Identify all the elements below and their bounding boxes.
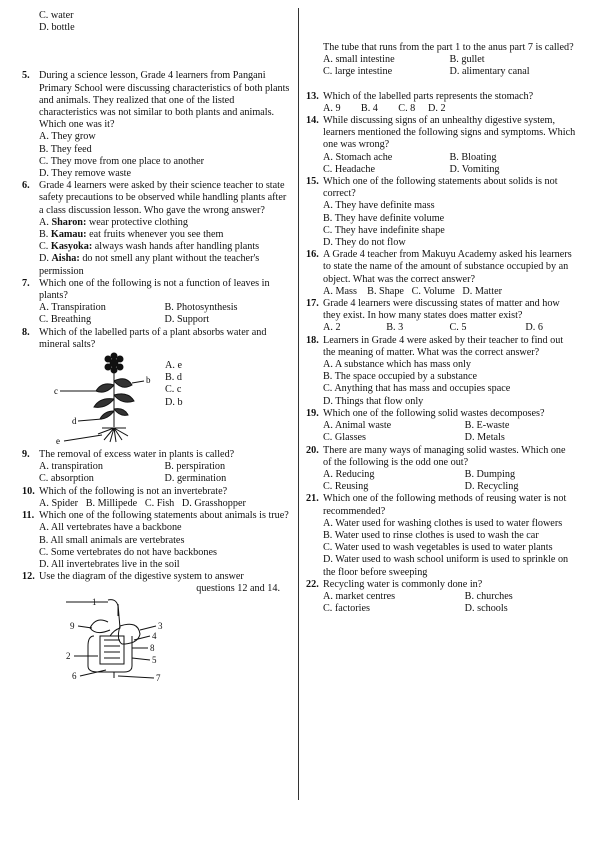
question-21 <box>306 493 576 517</box>
question-number: 17. <box>306 298 319 310</box>
learner-name: Sharon: <box>51 216 87 228</box>
option[interactable]: D. schools <box>464 603 508 615</box>
option-line[interactable]: A. 9 B. 4 C. 8 D. 2 <box>323 102 446 114</box>
option-line[interactable]: A. Spider B. Millipede C. Fish D. Grasshopper <box>39 497 246 509</box>
option[interactable]: D. They do not flow <box>323 237 406 249</box>
question-14 <box>306 115 576 152</box>
option[interactable]: B. 3 <box>386 322 404 334</box>
question-number: 14. <box>306 115 319 127</box>
option[interactable]: C. water <box>39 10 74 21</box>
question-number: 6. <box>22 180 30 192</box>
option[interactable]: C. Anything that has mass and occupies space <box>323 383 511 395</box>
question-number: 8. <box>22 326 30 338</box>
option[interactable]: A. They grow <box>39 131 96 143</box>
question-number: 16. <box>306 249 319 261</box>
question-22 <box>306 579 576 591</box>
option[interactable]: B. They have definite volume <box>323 212 445 224</box>
question-16 <box>306 249 576 286</box>
option[interactable]: D. germination <box>164 473 227 485</box>
option[interactable]: B. E-waste <box>464 420 510 432</box>
question-text: Which one of the following methods of reusing water is not recommended? <box>323 493 567 517</box>
question-11 <box>22 510 290 522</box>
question-text: Which one of the following is not a function of leaves in plants? <box>39 277 270 302</box>
option[interactable]: D. alimentary canal <box>449 66 530 78</box>
learner-name: Kasyoka: <box>50 241 93 253</box>
option[interactable]: D. Water used to wash school uniform is used to sprinkle on the floor before sweeping <box>323 554 569 578</box>
option-text: always wash hands after handling plants <box>92 241 260 253</box>
label-e: e <box>56 436 60 447</box>
question-number: 11. <box>22 510 35 522</box>
question-15 <box>306 176 576 200</box>
option[interactable]: B. They feed <box>39 143 92 155</box>
label-b: b <box>146 375 151 386</box>
question-text: Use the diagram of the digestive system to answer <box>39 571 244 583</box>
option[interactable]: D. Things that flow only <box>323 395 424 407</box>
question-13 <box>306 91 576 103</box>
question-number: 7. <box>22 277 30 289</box>
label-4: 4 <box>152 630 157 641</box>
option[interactable]: C. 5 <box>449 322 467 334</box>
digestive-system-diagram <box>64 596 184 682</box>
option[interactable]: C. Headache <box>323 163 376 175</box>
option[interactable]: B. All small animals are vertebrates <box>39 534 185 546</box>
option[interactable] <box>22 253 290 277</box>
option[interactable]: A. All vertebrates have a backbone <box>39 522 182 534</box>
option[interactable]: B. d <box>165 372 182 384</box>
question-text-cont: questions 12 and 14. <box>196 583 280 595</box>
question-text: Grade 4 learners were discussing states of matter and how they exist. In how many states does matter exist? <box>323 298 560 322</box>
option-letter: D. <box>39 253 52 265</box>
question-5 <box>22 70 290 131</box>
label-9: 9 <box>70 620 75 631</box>
question-number: 9. <box>22 449 30 461</box>
option[interactable]: C. Breathing <box>39 314 92 326</box>
option[interactable]: D. 6 <box>525 322 543 334</box>
option-line[interactable]: A. Mass B. Shape C. Volume D. Matter <box>323 285 503 297</box>
plant-figure <box>22 351 290 449</box>
option[interactable]: C. Water used to wash vegetables is used to water plants <box>323 542 553 554</box>
figure-options <box>165 360 183 409</box>
option[interactable]: A. e <box>165 360 182 372</box>
label-2: 2 <box>66 650 71 661</box>
label-6: 6 <box>72 670 77 681</box>
option[interactable]: D. b <box>165 396 183 408</box>
question-text: Which of the labelled parts represents the stomach? <box>323 90 534 102</box>
question-text: A Grade 4 teacher from Makuyu Academy asked his learners to state the name of the amount of substance occupied by an object. What was the correct answer? <box>323 249 572 285</box>
question-text: Learners in Grade 4 were asked by their teacher to find out the meaning of matter. What was the correct answer? <box>323 334 564 358</box>
question-number: 5. <box>22 70 30 82</box>
option-text: do not smell any plant without the teacher's permission <box>39 253 260 277</box>
option[interactable]: A. A substance which has mass only <box>323 359 471 371</box>
question-6 <box>22 180 290 217</box>
option[interactable]: B. Bloating <box>449 151 497 163</box>
question-20 <box>306 445 576 469</box>
option[interactable]: C. Glasses <box>323 432 367 444</box>
option[interactable]: B. The space occupied by a substance <box>323 371 477 383</box>
question-number: 10. <box>22 485 35 497</box>
option[interactable]: C. They have indefinite shape <box>323 224 445 236</box>
label-c: c <box>54 386 58 397</box>
question-text: Recycling water is commonly done in? <box>323 578 483 590</box>
option[interactable]: B. Dumping <box>464 468 516 480</box>
question-text: Which of the labelled parts of a plant absorbs water and mineral salts? <box>39 326 267 350</box>
option[interactable]: C. Some vertebrates do not have backbones <box>39 546 217 558</box>
left-column <box>22 10 290 682</box>
question-number: 18. <box>306 334 319 346</box>
option[interactable]: D. Metals <box>464 432 505 444</box>
question-number: 22. <box>306 578 319 590</box>
option[interactable]: D. bottle <box>39 22 75 34</box>
question-number: 21. <box>306 493 319 505</box>
option[interactable]: A. 2 <box>323 322 341 334</box>
label-8: 8 <box>150 642 155 653</box>
option[interactable]: B. Water used to rinse clothes is used to wash the car <box>323 529 539 541</box>
label-3: 3 <box>158 620 163 631</box>
question-number: 12. <box>22 571 35 583</box>
option-text: eat fruits whenever you see them <box>86 229 224 241</box>
option[interactable]: A. Reducing <box>323 468 375 480</box>
option[interactable]: C. Reusing <box>323 481 369 493</box>
question-19 <box>306 408 576 420</box>
label-1: 1 <box>92 596 97 607</box>
question-text: Which of the following is not an invertebrate? <box>39 485 228 497</box>
option[interactable]: A. Water used for washing clothes is used to water flowers <box>323 517 563 529</box>
option[interactable]: A. small intestine <box>323 54 395 66</box>
question-number: 15. <box>306 176 319 188</box>
question-text: While discussing signs of an unhealthy digestive system, learners mentioned the following signs and symptoms. Which one was wrong? <box>323 115 576 151</box>
column-divider <box>298 8 299 800</box>
learner-name: Aisha: <box>51 253 80 265</box>
plant-diagram <box>42 351 182 449</box>
question-10 <box>22 486 290 498</box>
option[interactable]: A. market centres <box>323 590 396 602</box>
option[interactable]: C. factories <box>323 603 370 615</box>
question-number: 20. <box>306 444 319 456</box>
label-5: 5 <box>152 654 157 665</box>
option[interactable]: C. c <box>165 384 182 396</box>
question-9 <box>22 449 290 461</box>
option[interactable]: D. Support <box>164 314 210 326</box>
option[interactable]: B. gullet <box>449 54 485 66</box>
option[interactable]: D. They remove waste <box>39 168 132 180</box>
question-text: Grade 4 learners were asked by their science teacher to state safety precautions to be observed while handling plants after a class discussion lesson. Who gave the wrong answer? <box>39 180 287 216</box>
option[interactable] <box>22 229 290 241</box>
question-number: 19. <box>306 407 319 419</box>
question-8 <box>22 327 290 351</box>
option[interactable]: B. churches <box>464 590 513 602</box>
option-text: wear protective clothing <box>86 216 188 228</box>
option[interactable]: A. Transpiration <box>39 302 106 314</box>
option[interactable] <box>22 217 290 229</box>
question-text: The tube that runs from the part 1 to the anus part 7 is called? <box>323 42 574 53</box>
question-text: Which one of the following solid wastes decomposes? <box>323 407 545 419</box>
label-7: 7 <box>156 672 161 682</box>
question-17 <box>306 298 576 322</box>
learner-name: Kamau: <box>50 229 87 241</box>
option-letter: B. <box>39 229 51 241</box>
option[interactable]: B. perspiration <box>164 461 226 473</box>
question-text: During a science lesson, Grade 4 learners from Pangani Primary School were discussing characteristics of both plants and animals. They realized that one of the listed characteristics was not similar to both plants and animals. Which one was it? <box>39 70 290 131</box>
option[interactable]: D. Vomiting <box>449 163 500 175</box>
option[interactable]: A. They have definite mass <box>323 200 435 212</box>
option-letter: A. <box>39 216 52 228</box>
option[interactable]: A. transpiration <box>39 461 103 473</box>
question-text: There are many ways of managing solid wastes. Which one of the following is the odd one out? <box>323 444 566 468</box>
right-column <box>306 42 576 615</box>
question-7 <box>22 278 290 302</box>
question-text: Which one of the following statements about solids is not correct? <box>323 176 558 200</box>
option-letter: C. <box>39 241 51 253</box>
label-d: d <box>72 416 77 427</box>
option[interactable] <box>22 241 290 253</box>
question-18 <box>306 335 576 359</box>
option[interactable]: D. Recycling <box>464 481 519 493</box>
question-12 <box>22 571 290 595</box>
option[interactable]: A. Animal waste <box>323 420 392 432</box>
question-number: 13. <box>306 90 319 102</box>
question-text: Which one of the following statements about animals is true? <box>39 510 289 522</box>
option[interactable]: D. All invertebrates live in the soil <box>39 558 180 570</box>
option[interactable]: C. They move from one place to another <box>39 155 205 167</box>
option[interactable]: B. Photosynthesis <box>164 302 238 314</box>
option[interactable]: C. absorption <box>39 473 94 485</box>
option[interactable]: C. large intestine <box>323 66 393 78</box>
option[interactable]: A. Stomach ache <box>323 151 393 163</box>
question-text: The removal of excess water in plants is called? <box>39 449 235 461</box>
